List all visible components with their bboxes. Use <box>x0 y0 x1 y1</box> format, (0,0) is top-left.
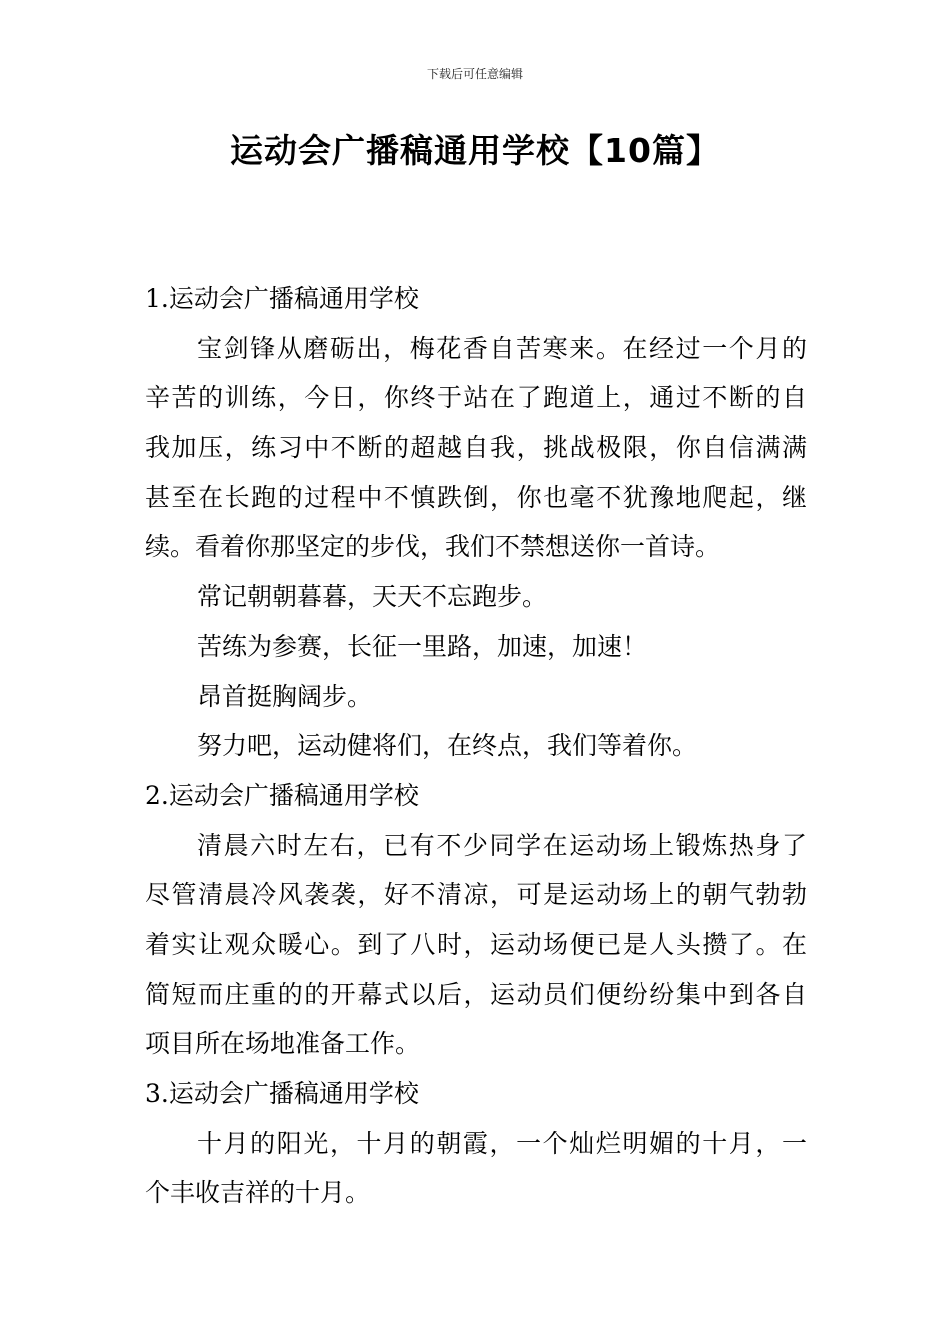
paragraph-line: 我加压，练习中不断的超越自我，挑战极限，你自信满满 <box>145 433 807 463</box>
paragraph-line: 尽管清晨冷风袭袭，好不清凉，可是运动场上的朝气勃勃 <box>145 880 807 910</box>
header-note: 下载后可任意编辑 <box>426 67 523 81</box>
paragraph-line: 项目所在场地准备工作。 <box>145 1029 421 1059</box>
poem-line: 苦练为参赛，长征一里路，加速，加速！ <box>197 631 648 661</box>
document-title: 运动会广播稿通用学校【10篇】 <box>230 131 720 170</box>
poem-line: 昂首挺胸阔步。 <box>197 681 373 711</box>
paragraph-line: 甚至在长跑的过程中不慎跌倒，你也毫不犹豫地爬起，继 <box>145 482 807 512</box>
paragraph-line: 辛苦的训练，今日，你终于站在了跑道上，通过不断的自 <box>145 383 807 413</box>
paragraph-line: 着实让观众暖心。到了八时，运动场便已是人头攒了。在 <box>145 929 807 959</box>
section-heading: 2.运动会广播稿通用学校 <box>145 780 419 810</box>
poem-line: 常记朝朝暮暮，天天不忘跑步。 <box>197 582 548 612</box>
paragraph-line: 清晨六时左右，已有不少同学在运动场上锻炼热身了 <box>197 830 807 860</box>
section-heading: 3.运动会广播稿通用学校 <box>145 1079 419 1108</box>
paragraph-line: 简短而庄重的的开幕式以后，运动员们便纷纷集中到各自 <box>145 979 807 1009</box>
paragraph-line: 十月的阳光，十月的朝霞，一个灿烂明媚的十月，一 <box>197 1128 807 1158</box>
poem-line: 努力吧，运动健将们，在终点，我们等着你。 <box>197 731 698 761</box>
paragraph-line: 个丰收吉祥的十月。 <box>145 1178 371 1208</box>
paragraph-line: 续。看着你那坚定的步伐，我们不禁想送你一首诗。 <box>145 532 721 562</box>
paragraph-line: 宝剑锋从磨砺出，梅花香自苦寒来。在经过一个月的 <box>197 333 807 363</box>
document-body <box>145 274 807 1218</box>
section-heading: 1.运动会广播稿通用学校 <box>145 284 419 313</box>
